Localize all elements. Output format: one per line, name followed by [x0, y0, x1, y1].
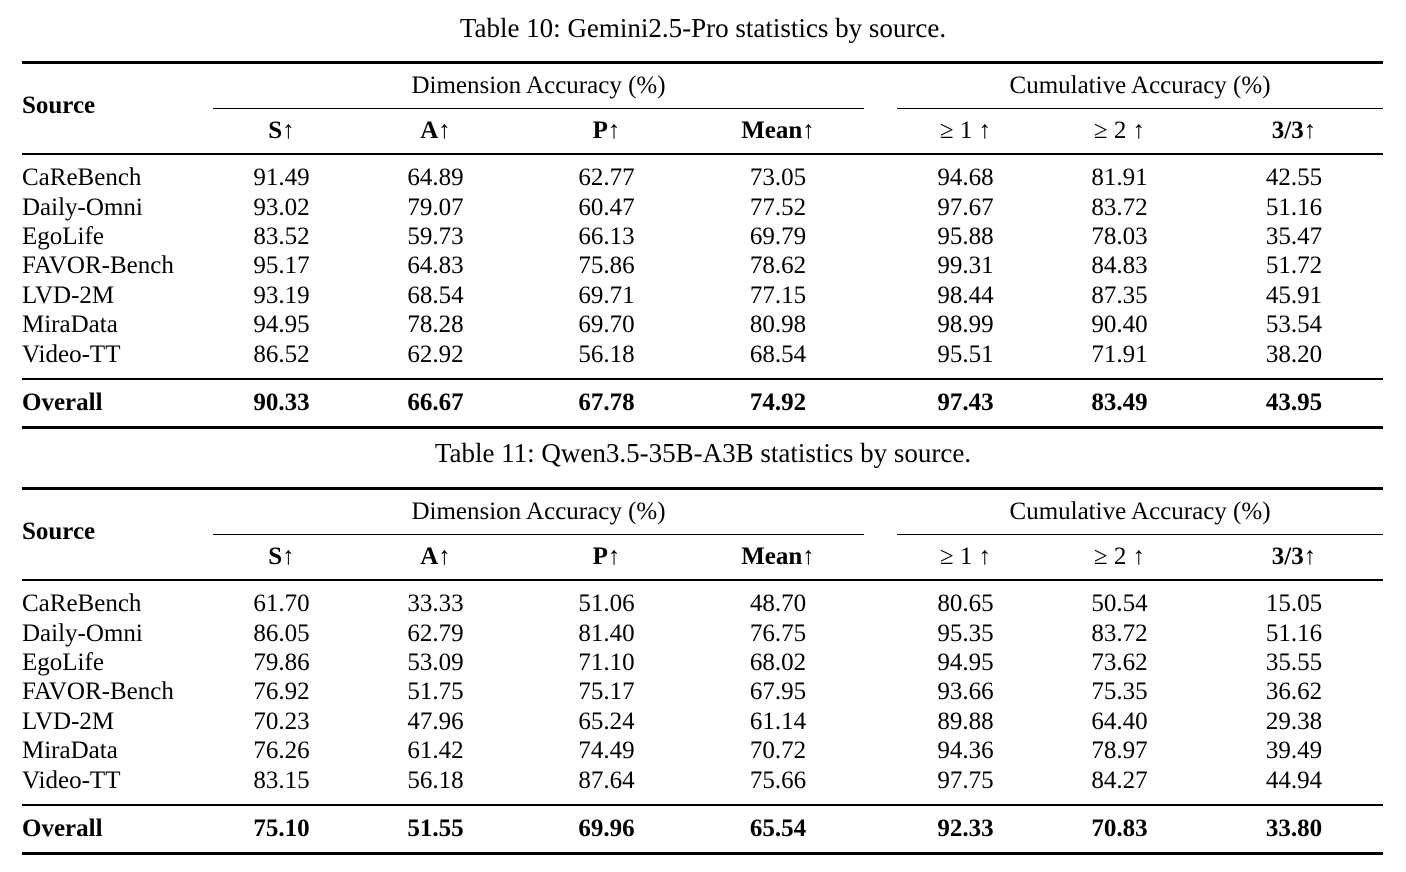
- table-row: [22, 222, 1383, 251]
- value-cell: 42.55: [1265, 164, 1323, 192]
- value-cell: 64.89: [407, 164, 464, 192]
- table-row: [22, 736, 1383, 765]
- table-caption: Table 11: Qwen3.5-35B-A3B statistics by source.: [434, 438, 972, 468]
- value-cell: 76.92: [253, 678, 310, 706]
- value-cell: 51.72: [1265, 252, 1323, 280]
- overall-value-cell: 66.67: [407, 388, 464, 416]
- cumulative-accuracy-header: Cumulative Accuracy (%): [897, 489, 1383, 535]
- overall-value-cell: 83.49: [1091, 388, 1148, 416]
- source-cell: EgoLife: [22, 222, 104, 250]
- overall-value-cell: 75.10: [253, 814, 310, 842]
- value-cell: 47.96: [407, 707, 464, 735]
- value-cell: 29.38: [1265, 707, 1323, 735]
- value-cell: 83.15: [253, 766, 310, 794]
- source-header: Source: [22, 517, 96, 545]
- value-cell: 93.02: [253, 193, 310, 221]
- value-cell: 95.88: [937, 222, 994, 250]
- source-cell: Video-TT: [22, 340, 121, 368]
- source-cell: Daily-Omni: [22, 193, 143, 221]
- value-cell: 99.31: [937, 252, 994, 280]
- overall-row: [22, 805, 1383, 854]
- overall-value-cell: 43.95: [1265, 388, 1323, 416]
- overall-label: Overall: [22, 388, 103, 416]
- stats-table: [22, 61, 1383, 429]
- value-cell: 93.19: [253, 281, 310, 309]
- value-cell: 36.62: [1265, 678, 1323, 706]
- source-cell: FAVOR-Bench: [22, 252, 174, 280]
- value-cell: 78.03: [1091, 222, 1148, 250]
- value-cell: 76.75: [749, 619, 807, 647]
- value-cell: 94.36: [937, 737, 994, 765]
- value-cell: 59.73: [407, 222, 464, 250]
- value-cell: 45.91: [1265, 281, 1323, 309]
- value-cell: 90.40: [1091, 311, 1148, 339]
- table-row: [22, 251, 1383, 280]
- value-cell: 71.10: [578, 648, 635, 676]
- table-row: [22, 192, 1383, 221]
- value-cell: 78.28: [407, 311, 464, 339]
- value-cell: 83.52: [253, 222, 310, 250]
- value-cell: 91.49: [253, 164, 310, 192]
- source-cell: LVD-2M: [22, 281, 115, 309]
- value-cell: 70.72: [749, 737, 807, 765]
- table-row: [22, 310, 1383, 339]
- value-cell: 69.79: [749, 222, 807, 250]
- value-cell: 79.86: [253, 648, 310, 676]
- value-cell: 97.67: [937, 193, 994, 221]
- value-cell: 77.15: [749, 281, 807, 309]
- value-cell: 73.05: [749, 164, 807, 192]
- column-header: ≥ 1 ↑: [939, 543, 992, 570]
- value-cell: 53.54: [1265, 311, 1323, 339]
- table-row: [22, 281, 1383, 310]
- value-cell: 77.52: [749, 193, 807, 221]
- value-cell: 87.64: [578, 766, 635, 794]
- value-cell: 33.33: [407, 590, 464, 618]
- value-cell: 94.95: [937, 648, 994, 676]
- column-header: ≥ 2 ↑: [1093, 543, 1146, 570]
- value-cell: 81.91: [1091, 164, 1148, 192]
- value-cell: 61.14: [749, 707, 807, 735]
- value-cell: 97.75: [937, 766, 994, 794]
- value-cell: 61.70: [253, 590, 310, 618]
- value-cell: 75.86: [578, 252, 635, 280]
- value-cell: 67.95: [749, 678, 807, 706]
- column-header: P↑: [592, 543, 621, 570]
- value-cell: 39.49: [1265, 737, 1323, 765]
- value-cell: 35.47: [1265, 222, 1323, 250]
- value-cell: 64.83: [407, 252, 464, 280]
- value-cell: 98.44: [937, 281, 994, 309]
- column-header: A↑: [420, 117, 451, 144]
- value-cell: 73.62: [1091, 648, 1148, 676]
- value-cell: 66.13: [578, 222, 635, 250]
- source-cell: Daily-Omni: [22, 619, 143, 647]
- value-cell: 51.16: [1265, 193, 1323, 221]
- value-cell: 83.72: [1091, 193, 1148, 221]
- value-cell: 80.98: [749, 311, 807, 339]
- column-header: 3/3↑: [1271, 543, 1317, 570]
- value-cell: 53.09: [407, 648, 464, 676]
- overall-value-cell: 97.43: [937, 388, 994, 416]
- column-header: 3/3↑: [1271, 117, 1317, 144]
- stats-table: [22, 487, 1383, 855]
- value-cell: 74.49: [578, 737, 635, 765]
- overall-value-cell: 69.96: [578, 814, 635, 842]
- value-cell: 44.94: [1265, 766, 1323, 794]
- value-cell: 71.91: [1091, 340, 1148, 368]
- value-cell: 98.99: [937, 311, 994, 339]
- source-header: Source: [22, 91, 96, 119]
- value-cell: 75.17: [578, 678, 635, 706]
- value-cell: 93.66: [937, 678, 994, 706]
- overall-row: [22, 379, 1383, 428]
- overall-value-cell: 74.92: [749, 388, 807, 416]
- value-cell: 81.40: [578, 619, 635, 647]
- column-header: Mean↑: [741, 543, 815, 570]
- value-cell: 51.16: [1265, 619, 1323, 647]
- table-row: [22, 677, 1383, 706]
- value-cell: 38.20: [1265, 340, 1323, 368]
- value-cell: 56.18: [407, 766, 464, 794]
- source-cell: CaReBench: [22, 164, 142, 192]
- dimension-accuracy-header: Dimension Accuracy (%): [213, 63, 864, 109]
- value-cell: 78.62: [749, 252, 807, 280]
- table-row: [22, 580, 1383, 618]
- overall-value-cell: 51.55: [407, 814, 464, 842]
- column-header: Mean↑: [741, 117, 815, 144]
- value-cell: 61.42: [407, 737, 464, 765]
- value-cell: 62.77: [578, 164, 635, 192]
- value-cell: 79.07: [407, 193, 464, 221]
- value-cell: 62.92: [407, 340, 464, 368]
- overall-value-cell: 65.54: [749, 814, 807, 842]
- source-cell: EgoLife: [22, 648, 104, 676]
- value-cell: 86.52: [253, 340, 310, 368]
- source-cell: MiraData: [22, 311, 118, 339]
- value-cell: 35.55: [1265, 648, 1323, 676]
- source-cell: FAVOR-Bench: [22, 678, 174, 706]
- overall-value-cell: 92.33: [937, 814, 994, 842]
- value-cell: 86.05: [253, 619, 310, 647]
- overall-value-cell: 70.83: [1091, 814, 1148, 842]
- value-cell: 60.47: [578, 193, 635, 221]
- source-cell: CaReBench: [22, 590, 142, 618]
- column-header: P↑: [592, 117, 621, 144]
- value-cell: 15.05: [1265, 590, 1323, 618]
- value-cell: 76.26: [253, 737, 310, 765]
- table-row: [22, 648, 1383, 677]
- value-cell: 95.17: [253, 252, 310, 280]
- value-cell: 50.54: [1091, 590, 1148, 618]
- table-row: [22, 154, 1383, 192]
- value-cell: 84.83: [1091, 252, 1148, 280]
- value-cell: 68.54: [749, 340, 807, 368]
- value-cell: 80.65: [937, 590, 994, 618]
- dimension-accuracy-header: Dimension Accuracy (%): [213, 489, 864, 535]
- column-header: S↑: [268, 117, 295, 144]
- value-cell: 62.79: [407, 619, 464, 647]
- value-cell: 87.35: [1091, 281, 1148, 309]
- overall-label: Overall: [22, 814, 103, 842]
- value-cell: 48.70: [749, 590, 807, 618]
- value-cell: 95.51: [937, 340, 994, 368]
- value-cell: 68.02: [749, 648, 807, 676]
- overall-value-cell: 67.78: [578, 388, 635, 416]
- column-header: S↑: [268, 543, 295, 570]
- overall-value-cell: 33.80: [1265, 814, 1323, 842]
- source-cell: LVD-2M: [22, 707, 115, 735]
- value-cell: 68.54: [407, 281, 464, 309]
- table-row: [22, 707, 1383, 736]
- value-cell: 94.68: [937, 164, 994, 192]
- table-row: [22, 339, 1383, 378]
- value-cell: 75.35: [1091, 678, 1148, 706]
- value-cell: 83.72: [1091, 619, 1148, 647]
- value-cell: 94.95: [253, 311, 310, 339]
- table-row: [22, 618, 1383, 647]
- value-cell: 78.97: [1091, 737, 1148, 765]
- value-cell: 70.23: [253, 707, 310, 735]
- column-header: ≥ 2 ↑: [1093, 117, 1146, 144]
- value-cell: 69.70: [578, 311, 635, 339]
- value-cell: 56.18: [578, 340, 635, 368]
- value-cell: 64.40: [1091, 707, 1148, 735]
- overall-value-cell: 90.33: [253, 388, 310, 416]
- value-cell: 51.75: [407, 678, 464, 706]
- table-row: [22, 765, 1383, 804]
- source-cell: MiraData: [22, 737, 118, 765]
- value-cell: 51.06: [578, 590, 635, 618]
- value-cell: 65.24: [578, 707, 635, 735]
- value-cell: 84.27: [1091, 766, 1148, 794]
- table-caption: Table 10: Gemini2.5-Pro statistics by source.: [459, 13, 947, 43]
- value-cell: 69.71: [578, 281, 635, 309]
- source-cell: Video-TT: [22, 766, 121, 794]
- cumulative-accuracy-header: Cumulative Accuracy (%): [897, 63, 1383, 109]
- value-cell: 95.35: [937, 619, 994, 647]
- column-header: ≥ 1 ↑: [939, 117, 992, 144]
- value-cell: 75.66: [749, 766, 807, 794]
- value-cell: 89.88: [937, 707, 994, 735]
- column-header: A↑: [420, 543, 451, 570]
